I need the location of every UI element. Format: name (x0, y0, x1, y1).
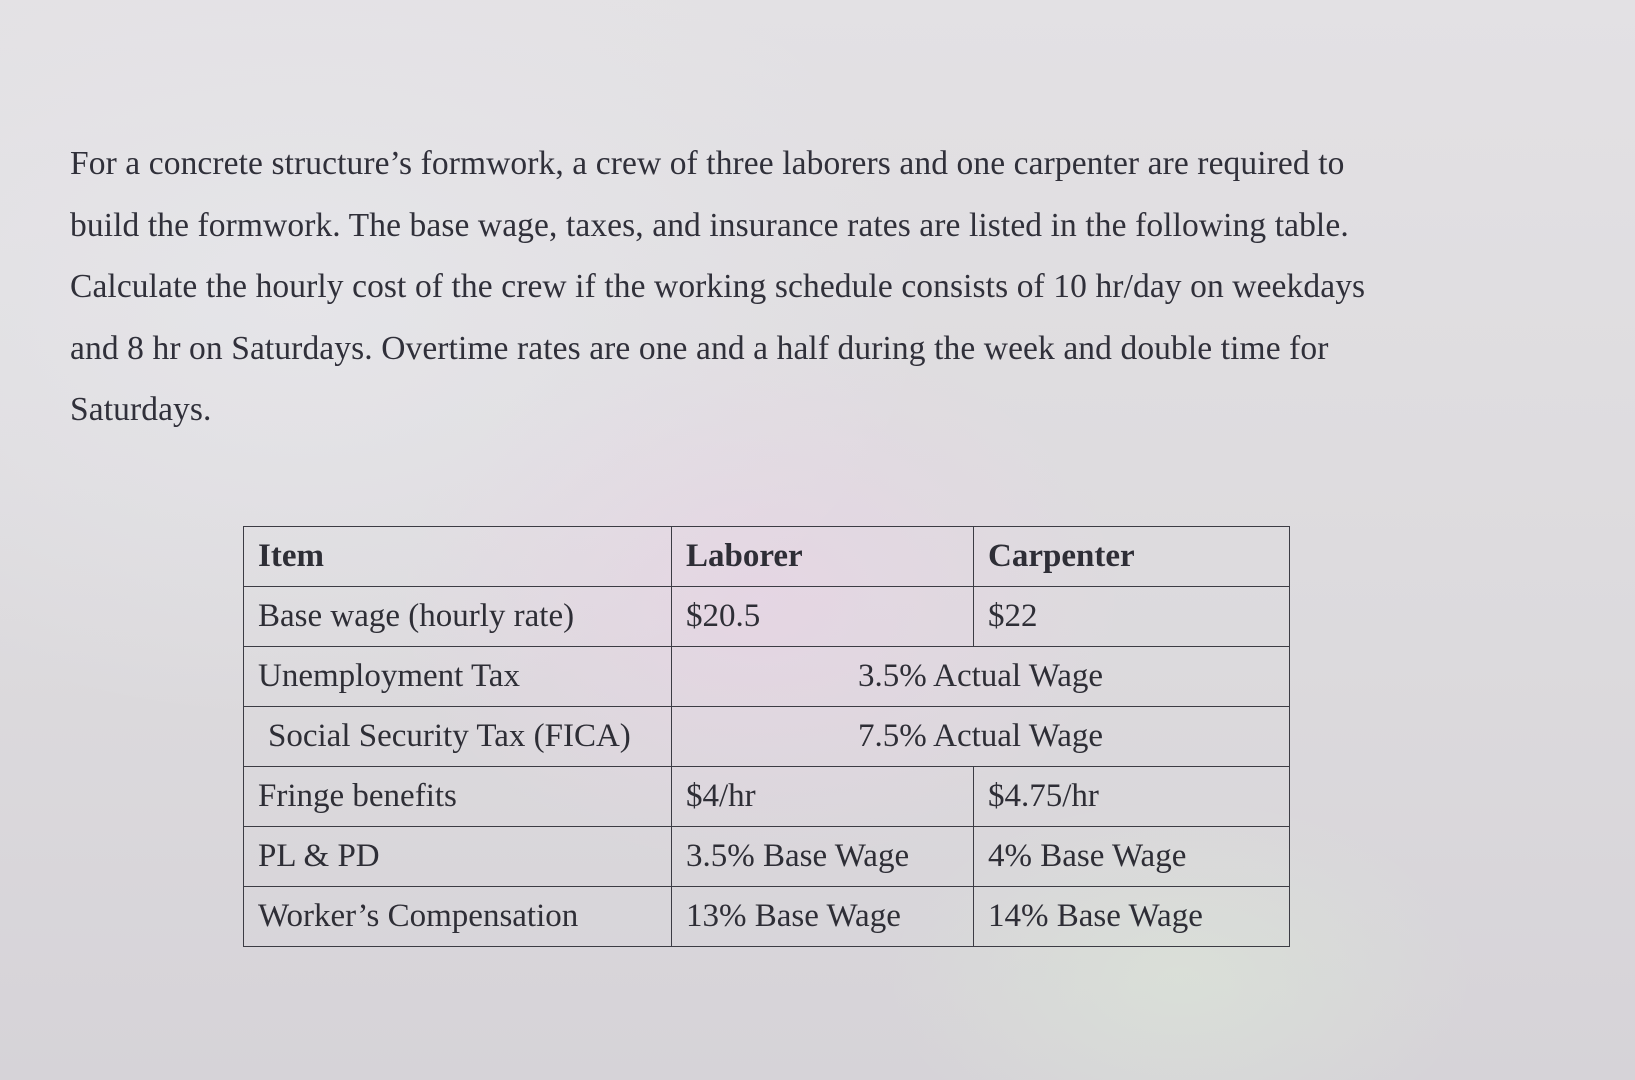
cell-laborer-base-wage: $20.5 (672, 587, 974, 647)
header-laborer: Laborer (672, 527, 974, 587)
row-item-pl-pd: PL & PD (244, 827, 672, 887)
row-item-fringe-benefits: Fringe benefits (244, 767, 672, 827)
cell-carpenter-fringe-benefits: $4.75/hr (974, 767, 1290, 827)
problem-line-3: Calculate the hourly cost of the crew if the working schedule consists of 10 hr/day on weekdays (70, 268, 1366, 305)
table-row (244, 707, 1290, 767)
cell-carpenter-workers-compensation: 14% Base Wage (974, 887, 1290, 947)
header-item: Item (244, 527, 672, 587)
cell-laborer-workers-compensation: 13% Base Wage (672, 887, 974, 947)
row-item-workers-compensation: Worker’s Compensation (244, 887, 672, 947)
cell-laborer-pl-pd: 3.5% Base Wage (672, 827, 974, 887)
row-item-base-wage: Base wage (hourly rate) (244, 587, 672, 647)
cell-laborer-fringe-benefits: $4/hr (672, 767, 974, 827)
row-item-unemployment-tax: Unemployment Tax (244, 647, 672, 707)
problem-line-4: and 8 hr on Saturdays. Overtime rates are one and a half during the week and double time for (70, 329, 1329, 367)
table-row (244, 827, 1290, 887)
table-row (244, 887, 1290, 947)
cell-carpenter-pl-pd: 4% Base Wage (974, 827, 1290, 887)
cell-unemployment-tax: 3.5% Actual Wage (672, 647, 1290, 707)
table-row (244, 647, 1290, 707)
problem-line-2: build the formwork. The base wage, taxes, and insurance rates are listed in the following table. (70, 206, 1349, 244)
table-row (244, 587, 1290, 647)
cell-carpenter-base-wage: $22 (974, 587, 1290, 647)
problem-line-1: For a concrete structure’s formwork, a crew of three laborers and one carpenter are required to (70, 145, 1345, 182)
wage-rates-table (243, 526, 1290, 947)
table-row (244, 767, 1290, 827)
row-item-social-security-tax: Social Security Tax (FICA) (244, 707, 672, 767)
problem-statement (70, 133, 1450, 441)
table-header-row (244, 527, 1290, 587)
header-carpenter: Carpenter (974, 527, 1290, 587)
cell-social-security-tax: 7.5% Actual Wage (672, 707, 1290, 767)
problem-line-5: Saturdays. (70, 391, 212, 428)
